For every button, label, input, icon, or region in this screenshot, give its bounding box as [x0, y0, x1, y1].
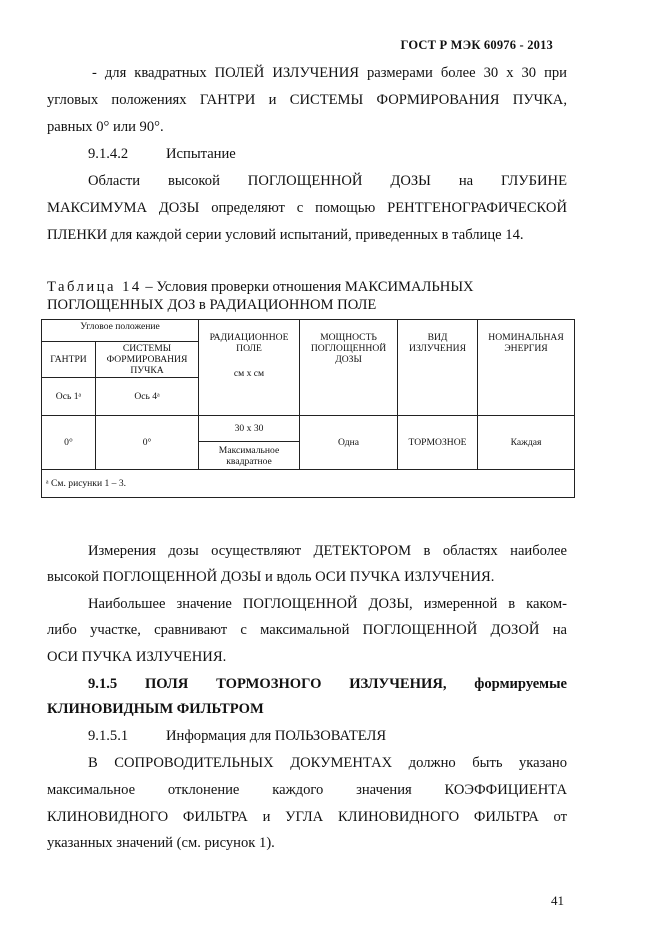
paragraph-line: Измерения дозы осуществляют ДЕТЕКТОРОМ в областях наиболее: [88, 543, 567, 559]
section-number: 9.1.5.1: [88, 728, 129, 744]
axis-1-header: Ось 1ᵃ: [42, 378, 96, 416]
paragraph-line: В СОПРОВОДИТЕЛЬНЫХ ДОКУМЕНТАХ должно быть указано: [88, 755, 567, 771]
paragraph-line: указанных значений (см. рисунок 1).: [47, 835, 275, 851]
document-header: ГОСТ Р МЭК 60976 - 2013: [400, 38, 553, 52]
page-number: 41: [551, 893, 564, 908]
nominal-energy-header: НОМИНАЛЬНАЯ ЭНЕРГИЯ: [478, 320, 575, 416]
paragraph-line: угловых положениях ГАНТРИ и СИСТЕМЫ ФОРМИРОВАНИЯ ПУЧКА,: [47, 92, 567, 108]
dose-rate-header: МОЩНОСТЬ ПОГЛОЩЕННОЙ ДОЗЫ: [300, 320, 398, 416]
radiation-field-unit: см х см: [233, 368, 265, 379]
section-heading-line: 9.1.5 ПОЛЯ ТОРМОЗНОГО ИЗЛУЧЕНИЯ, формируемые: [88, 676, 567, 692]
paragraph-line: КЛИНОВИДНОГО ФИЛЬТРА и УГЛА КЛИНОВИДНОГО ФИЛЬТРА от: [47, 809, 567, 825]
paragraph-line: МАКСИМУМА ДОЗЫ определяют с помощью РЕНТГЕНОГРАФИЧЕСКОЙ: [47, 200, 567, 216]
angular-position-header: Угловое положение: [42, 320, 199, 342]
conditions-table: [41, 319, 575, 498]
paragraph-line: Области высокой ПОГЛОЩЕННОЙ ДОЗЫ на ГЛУБИНЕ: [88, 173, 567, 189]
field-size-note: Максимальное квадратное: [199, 442, 300, 470]
nominal-energy-value: Каждая: [478, 416, 575, 470]
dose-rate-value: Одна: [300, 416, 398, 470]
axis-4-header: Ось 4ᵃ: [96, 378, 199, 416]
table-footnote: ᵃ См. рисунки 1 – 3.: [42, 470, 575, 498]
radiation-field-header: [199, 320, 300, 416]
table-caption-text: – Условия проверки отношения МАКСИМАЛЬНЫХ: [145, 279, 474, 295]
section-title: Информация для ПОЛЬЗОВАТЕЛЯ: [166, 728, 387, 744]
paragraph-line: ПЛЕНКИ для каждой серии условий испытаний, приведенных в таблице 14.: [47, 227, 524, 243]
paragraph-line: равных 0° или 90°.: [47, 119, 164, 135]
radiation-kind-header: ВИД ИЗЛУЧЕНИЯ: [398, 320, 478, 416]
section-number: 9.1.4.2: [88, 146, 129, 162]
field-size-value: 30 х 30: [199, 416, 300, 442]
paragraph-line: либо участке, сравнивают с максимальной ПОГЛОЩЕННОЙ ДОЗОЙ на: [47, 622, 567, 638]
gantry-header: ГАНТРИ: [42, 342, 96, 378]
table-caption-line1: [47, 278, 474, 296]
section-title: Испытание: [166, 146, 236, 162]
paragraph-line: - для квадратных ПОЛЕЙ ИЗЛУЧЕНИЯ размерами более 30 х 30 при: [92, 65, 567, 81]
radiation-kind-value: ТОРМОЗНОЕ: [398, 416, 478, 470]
table-caption-line2: ПОГЛОЩЕННЫХ ДОЗ в РАДИАЦИОННОМ ПОЛЕ: [47, 297, 377, 313]
paragraph-line: ОСИ ПУЧКА ИЗЛУЧЕНИЯ.: [47, 649, 227, 665]
beam-system-value: 0°: [96, 416, 199, 470]
paragraph-line: высокой ПОГЛОЩЕННОЙ ДОЗЫ и вдоль ОСИ ПУЧКА ИЗЛУЧЕНИЯ.: [47, 569, 495, 585]
radiation-field-label: РАДИАЦИОННОЕ ПОЛЕ: [209, 332, 289, 354]
beam-system-header: СИСТЕМЫ ФОРМИРОВАНИЯ ПУЧКА: [96, 342, 199, 378]
section-heading-line: КЛИНОВИДНЫМ ФИЛЬТРОМ: [47, 701, 264, 717]
paragraph-line: Наибольшее значение ПОГЛОЩЕННОЙ ДОЗЫ, измеренной в каком-: [88, 596, 567, 612]
paragraph-line: максимальное отклонение каждого значения КОЭФФИЦИЕНТА: [47, 782, 567, 798]
table-caption-label: Таблица 14: [47, 279, 142, 295]
gantry-value: 0°: [42, 416, 96, 470]
